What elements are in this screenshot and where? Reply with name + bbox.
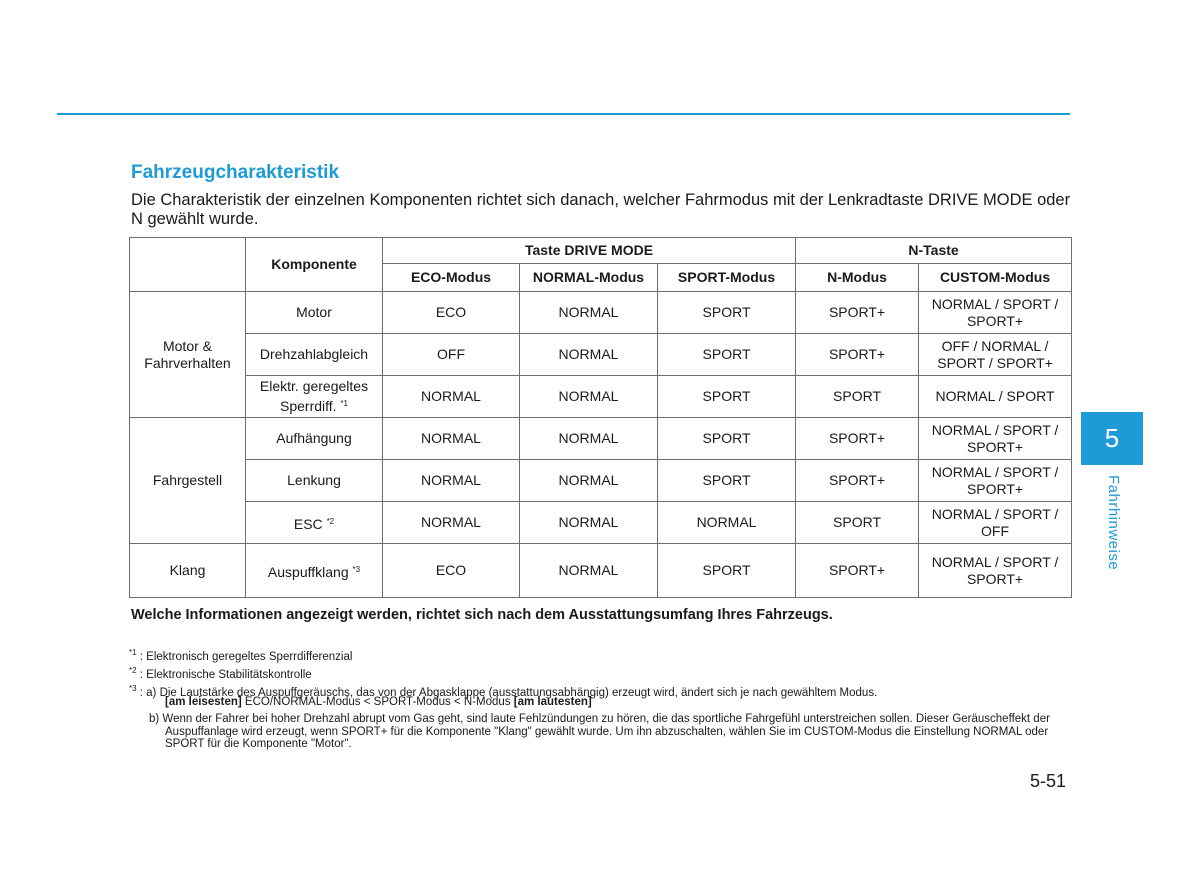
footnote-3-volume-order [149, 696, 1085, 709]
table-row [130, 502, 1072, 544]
chapter-label: Fahrhinweise [1105, 475, 1122, 571]
value-cell: SPORT+ [796, 418, 919, 460]
group-cell: Motor & Fahrverhalten [130, 292, 246, 418]
table-row [130, 376, 1072, 418]
value-cell: ECO [383, 544, 520, 598]
mode-header-sport: SPORT-Modus [658, 264, 796, 292]
value-cell: NORMAL [383, 502, 520, 544]
footnote-marker: *2 [129, 666, 137, 675]
value-cell: NORMAL / SPORT / OFF [919, 502, 1072, 544]
mode-header-custom: CUSTOM-Modus [919, 264, 1072, 292]
equipment-note: Welche Informationen angezeigt werden, richtet sich nach dem Ausstattungsumfang Ihres Fahrzeugs. [131, 607, 833, 623]
footnote-1 [129, 646, 352, 664]
value-cell: SPORT [658, 460, 796, 502]
table-row [130, 460, 1072, 502]
footnote-marker: *3 [129, 684, 137, 693]
value-cell: NORMAL [383, 460, 520, 502]
footnote-marker: *1 [129, 648, 137, 657]
component-cell [246, 376, 383, 418]
component-cell [246, 544, 383, 598]
table-row [130, 418, 1072, 460]
value-cell: SPORT [796, 502, 919, 544]
group-cell: Klang [130, 544, 246, 598]
value-cell: SPORT+ [796, 334, 919, 376]
value-cell: SPORT [658, 334, 796, 376]
drive-mode-header: Taste DRIVE MODE [383, 238, 796, 264]
value-cell: NORMAL [658, 502, 796, 544]
group-cell: Fahrgestell [130, 418, 246, 544]
value-cell: SPORT [658, 544, 796, 598]
component-name: Elektr. geregeltes Sperrdiff. [259, 378, 369, 414]
value-cell: NORMAL [520, 334, 658, 376]
footnote-marker: *1 [340, 399, 348, 408]
value-cell: NORMAL [520, 460, 658, 502]
component-name: ESC [293, 515, 323, 532]
value-cell: ECO [383, 292, 520, 334]
header-row-1 [130, 238, 1072, 264]
value-cell: NORMAL / SPORT [919, 376, 1072, 418]
chapter-tab: 5 [1081, 412, 1143, 465]
component-name: Motor [296, 304, 332, 320]
value-cell: SPORT+ [796, 544, 919, 598]
value-cell: SPORT [796, 376, 919, 418]
group-header-cell [130, 238, 246, 292]
value-cell: NORMAL [520, 418, 658, 460]
value-cell: NORMAL [383, 376, 520, 418]
komponente-header: Komponente [246, 238, 383, 292]
table-row [130, 334, 1072, 376]
component-cell [246, 292, 383, 334]
footnote-text: : Elektronische Stabilitätskontrolle [136, 669, 312, 681]
footnote-2 [129, 664, 312, 682]
footnote-text: : Elektronisch geregeltes Sperrdifferenzial [136, 651, 353, 663]
component-name: Lenkung [287, 472, 341, 488]
value-cell: SPORT+ [796, 460, 919, 502]
component-name: Aufhängung [276, 430, 352, 446]
value-cell: OFF / NORMAL / SPORT / SPORT+ [919, 334, 1072, 376]
n-taste-header: N-Taste [796, 238, 1072, 264]
component-name: Drehzahlabgleich [259, 346, 369, 362]
component-cell [246, 418, 383, 460]
section-heading: Fahrzeugcharakteristik [131, 162, 340, 183]
value-cell: SPORT+ [796, 292, 919, 334]
volume-order-text: ECO/NORMAL-Modus < SPORT-Modus < N-Modus [241, 696, 514, 708]
mode-header-n: N-Modus [796, 264, 919, 292]
value-cell: SPORT [658, 292, 796, 334]
component-name: Auspuffklang [267, 563, 349, 580]
value-cell: NORMAL / SPORT / SPORT+ [919, 292, 1072, 334]
intro-paragraph: Die Charakteristik der einzelnen Komponenten richtet sich danach, welcher Fahrmodus mit der Lenkradtaste DRIVE MODE oder N gewählt wurde. [131, 191, 1071, 228]
mode-header-eco: ECO-Modus [383, 264, 520, 292]
value-cell: OFF [383, 334, 520, 376]
component-cell [246, 502, 383, 544]
value-cell: NORMAL / SPORT / SPORT+ [919, 544, 1072, 598]
footnote-text: : a) Die Lautstärke des Auspuffgeräuschs, das von der Abgasklappe (ausstattungsabhängig) erzeugt wird, ändert sich je nach gewähltem Modus. [136, 687, 878, 699]
value-cell: NORMAL [520, 292, 658, 334]
value-cell: NORMAL [520, 544, 658, 598]
page-number: 5-51 [1030, 771, 1067, 791]
drive-mode-table [129, 237, 1072, 598]
component-cell [246, 334, 383, 376]
table-row [130, 292, 1072, 334]
footnote-marker: *3 [352, 564, 361, 574]
value-cell: NORMAL [383, 418, 520, 460]
value-cell: NORMAL / SPORT / SPORT+ [919, 460, 1072, 502]
value-cell: SPORT [658, 376, 796, 418]
value-cell: NORMAL [520, 376, 658, 418]
table-row [130, 544, 1072, 598]
footnote-marker: *2 [326, 516, 335, 526]
quietest-label: [am leisesten] [165, 696, 242, 708]
loudest-label: [am lautesten] [513, 696, 592, 708]
value-cell: NORMAL [520, 502, 658, 544]
footnote-3b: b) Wenn der Fahrer bei hoher Drehzahl abrupt vom Gas geht, sind laute Fehlzündungen zu hören, die das sportliche Fahrgefühl unterstreichen sollen. Dieser Geräuscheffekt der Auspuffanlage wird erzeugt, wenn SPORT+ für die Komponente "Klang" gewählt wurde. Um ihn abzuschalten, wählen Sie im CUSTOM-Modus die Einstellung NORMAL oder SPORT für die Komponente "Motor". [149, 713, 1050, 750]
mode-header-normal: NORMAL-Modus [520, 264, 658, 292]
top-rule [57, 113, 1070, 115]
component-cell [246, 460, 383, 502]
value-cell: SPORT [658, 418, 796, 460]
value-cell: NORMAL / SPORT / SPORT+ [919, 418, 1072, 460]
